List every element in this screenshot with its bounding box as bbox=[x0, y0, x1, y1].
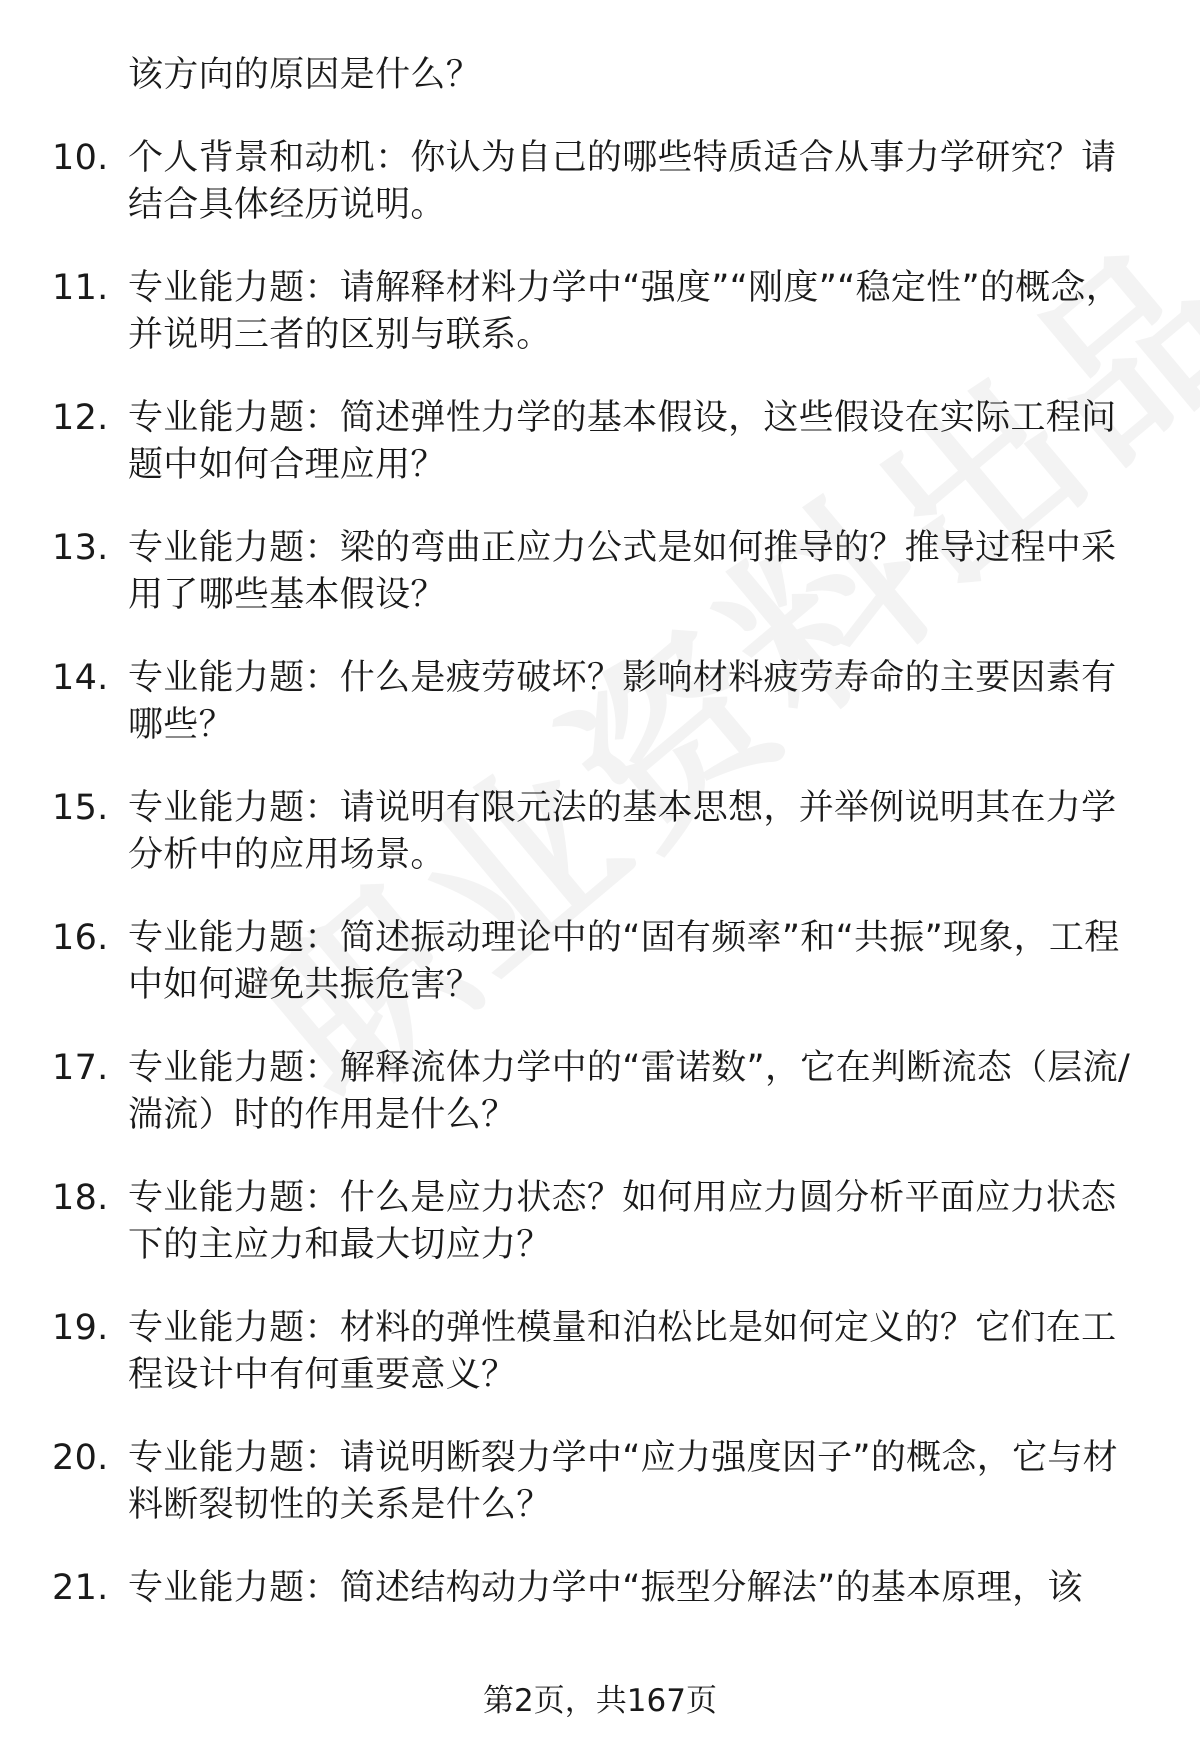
question-text: 专业能力题：材料的弹性模量和泊松比是如何定义的？它们在工程设计中有何重要意义？ bbox=[128, 1308, 1117, 1395]
question-number: 20. bbox=[52, 1438, 109, 1478]
question-item bbox=[0, 1045, 1200, 1139]
question-text: 专业能力题：解释流体力学中的“雷诺数”，它在判断流态（层流/湍流）时的作用是什么？ bbox=[128, 1048, 1131, 1135]
question-text: 专业能力题：简述结构动力学中“振型分解法”的基本原理，该 bbox=[128, 1568, 1083, 1608]
question-text: 专业能力题：什么是疲劳破坏？影响材料疲劳寿命的主要因素有哪些？ bbox=[128, 658, 1117, 745]
question-text: 专业能力题：简述振动理论中的“固有频率”和“共振”现象，工程中如何避免共振危害？ bbox=[128, 918, 1120, 1005]
question-number: 14. bbox=[52, 658, 109, 698]
question-number: 12. bbox=[52, 398, 109, 438]
page-footer: 第2页，共167页 bbox=[483, 1683, 717, 1719]
question-number: 10. bbox=[52, 138, 109, 178]
question-item bbox=[0, 135, 1200, 229]
question-item bbox=[0, 395, 1200, 489]
question-item bbox=[0, 655, 1200, 749]
question-item bbox=[0, 1435, 1200, 1529]
question-text: 专业能力题：请说明有限元法的基本思想，并举例说明其在力学分析中的应用场景。 bbox=[128, 788, 1117, 875]
question-item bbox=[0, 1565, 1200, 1612]
question-text: 专业能力题：梁的弯曲正应力公式是如何推导的？推导过程中采用了哪些基本假设？ bbox=[128, 528, 1117, 615]
question-list bbox=[0, 52, 1200, 1648]
question-number: 18. bbox=[52, 1178, 109, 1218]
question-item bbox=[0, 525, 1200, 619]
continuation-line: 该方向的原因是什么？ bbox=[128, 55, 482, 95]
question-text: 专业能力题：简述弹性力学的基本假设，这些假设在实际工程问题中如何合理应用？ bbox=[128, 398, 1117, 485]
question-text: 专业能力题：请解释材料力学中“强度”“刚度”“稳定性”的概念，并说明三者的区别与联系。 bbox=[128, 268, 1122, 355]
question-text: 个人背景和动机：你认为自己的哪些特质适合从事力学研究？请结合具体经历说明。 bbox=[128, 138, 1117, 225]
question-text: 专业能力题：请说明断裂力学中“应力强度因子”的概念，它与材料断裂韧性的关系是什么？ bbox=[128, 1438, 1118, 1525]
question-number: 19. bbox=[52, 1308, 109, 1348]
question-number: 21. bbox=[52, 1568, 109, 1608]
question-text: 专业能力题：什么是应力状态？如何用应力圆分析平面应力状态下的主应力和最大切应力？ bbox=[128, 1178, 1117, 1265]
question-number: 17. bbox=[52, 1048, 109, 1088]
question-item bbox=[0, 265, 1200, 359]
question-number: 15. bbox=[52, 788, 109, 828]
question-item bbox=[0, 915, 1200, 1009]
question-item bbox=[0, 785, 1200, 879]
question-number: 13. bbox=[52, 528, 109, 568]
continuation-text bbox=[0, 52, 1200, 99]
question-number: 11. bbox=[52, 268, 109, 308]
question-item bbox=[0, 1305, 1200, 1399]
question-number: 16. bbox=[52, 918, 109, 958]
question-item bbox=[0, 1175, 1200, 1269]
